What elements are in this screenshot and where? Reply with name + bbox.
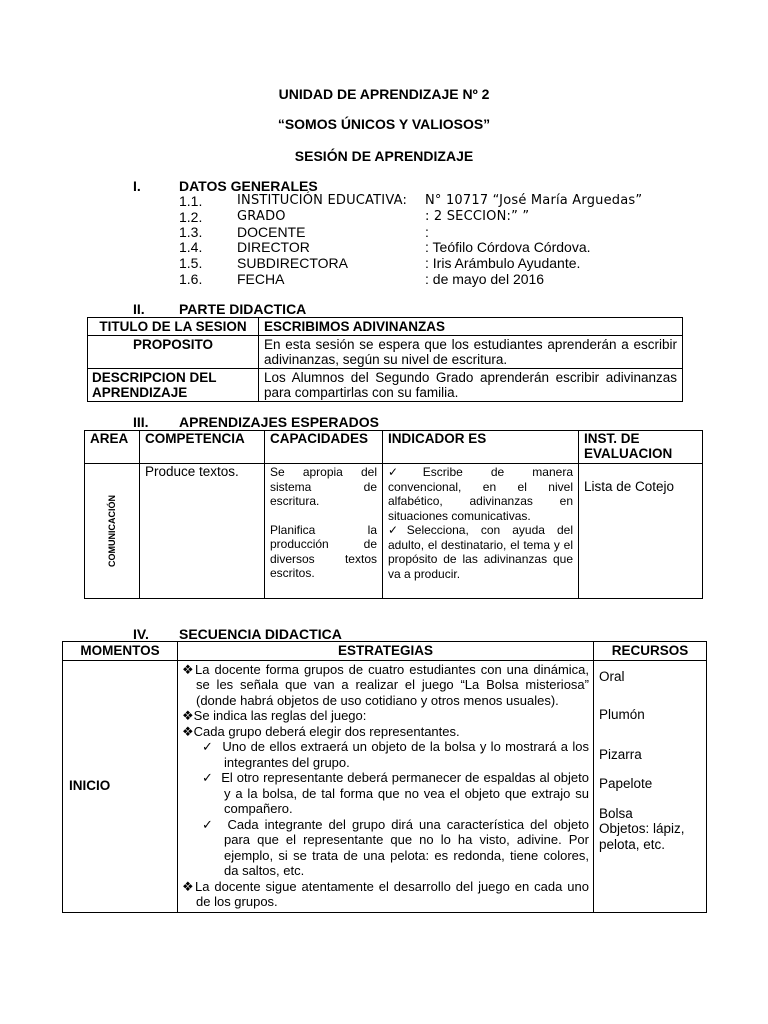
section-3-title: APRENDIZAJES ESPERADOS [179,414,379,430]
indicadores-cell [383,464,579,599]
strategy-subitem [182,770,589,817]
header-momentos: MOMENTOS [63,642,178,661]
general-data-row [179,224,659,240]
area-cell [85,464,140,599]
row-label: FECHA [237,271,285,287]
unit-subtitle: “SOMOS ÚNICOS Y VALIOSOS” [277,116,491,132]
row-label: SUBDIRECTORA [237,255,348,271]
capacidad-item: Planifica la producción de diversos textos escritos. [270,522,377,580]
description-value: Los Alumnos del Segundo Grado aprenderán escribir adivinanzas para compartirlas con su familia. [259,369,683,402]
header-estrategias: ESTRATEGIAS [178,642,594,661]
section-1-number: I. [133,178,141,194]
general-data-row [179,271,659,287]
table-row [88,336,683,369]
section-1-title: DATOS GENERALES [179,178,318,194]
table-row [88,369,683,402]
resource-item: Pizarra [599,746,642,762]
diamond-bullet-icon: ❖ [182,723,194,739]
row-number: 1.5. [179,255,203,271]
header-indicadores: INDICADOR ES [383,431,579,464]
general-data-row [179,239,659,255]
strategy-text: Uno de ellos extraerá un objeto de la bolsa y lo mostrará a los integrantes del grupo. [222,739,589,770]
row-value: N° 10717 “José María Arguedas” [425,193,643,208]
session-title-value: ESCRIBIMOS ADIVINANZAS [259,318,683,336]
row-label: INSTITUCIÓN EDUCATIVA: [237,193,408,208]
row-label: DIRECTOR [237,239,310,255]
strategy-subitem [182,739,589,770]
area-value: COMUNICACIÓN [106,495,117,567]
row-number: 1.6. [179,271,203,287]
indicador-text: Escribe de manera convencional, en el nivel alfabético, adivinanzas en situaciones comunicativas. [388,465,573,523]
description-label: DESCRIPCION DEL APRENDIZAJE [88,369,259,402]
check-icon: ✓ [202,770,222,785]
row-number: 1.3. [179,224,203,240]
header-capacidades: CAPACIDADES [265,431,383,464]
resource-item: Bolsa [599,805,633,821]
check-icon: ✓ [202,816,228,832]
row-value: : de mayo del 2016 [425,271,545,287]
unit-title: UNIDAD DE APRENDIZAJE Nº 2 [278,86,490,102]
row-label: DOCENTE [237,224,306,240]
purpose-value: En esta sesión se espera que los estudiantes aprenderán a escribir adivinanzas, según su nivel de escritura. [259,336,683,369]
moment-inicio: INICIO [63,660,178,912]
table-row [88,318,683,336]
header-recursos: RECURSOS [594,642,707,661]
strategy-item [182,662,589,709]
competencia-value: Produce textos. [140,464,265,599]
section-2-number: II. [133,301,145,317]
row-value: : Teófilo Córdova Córdova. [425,239,591,255]
row-number: 1.2. [179,209,203,225]
row-value: : Iris Arámbulo Ayudante. [425,255,581,271]
strategy-text: Se indica las reglas del juego: [193,708,367,723]
strategy-text: La docente forma grupos de cuatro estudiantes con una dinámica, se les señala que van a realizar el juego “La Bolsa misteriosa” (donde habrá objetos de uso cotidiano y otros menos usuales). [195,661,589,708]
strategy-text: El otro representante deberá permanecer de espaldas al objeto y a la bolsa, de tal forma que no vea el objeto que extrajo su compañero. [221,770,589,816]
table-header-row [63,642,707,661]
row-value: : 2 SECCION:” ” [425,209,530,224]
resource-item: Objetos: lápiz, pelota, etc. [599,821,685,852]
diamond-bullet-icon: ❖ [182,878,195,894]
resource-item: Papelote [599,776,653,791]
capacidad-item: Se apropia del sistema de escritura. [270,465,377,508]
strategy-item [182,879,589,910]
row-number: 1.1. [179,193,203,209]
didactic-table [87,317,683,402]
check-icon: ✓ [388,523,407,537]
section-4-title: SECUENCIA DIDACTICA [179,626,342,642]
resource-item: Plumón [599,707,645,722]
table-row [63,660,707,912]
general-data-row [179,193,659,209]
row-value: : [425,224,429,240]
didactic-sequence-table [62,641,707,913]
header-instrumento: INST. DE EVALUACION [579,431,703,464]
session-title: SESIÓN DE APRENDIZAJE [294,148,474,164]
indicador-item [388,465,573,523]
indicador-text: Selecciona, con ayuda del adulto, el destinatario, el tema y el propósito de las adivinanzas que va a producir. [388,523,573,581]
header-area: AREA [85,431,140,464]
session-title-label: TITULO DE LA SESION [88,318,259,336]
diamond-bullet-icon: ❖ [182,661,196,677]
general-data-row [179,255,659,271]
table-header-row [85,431,703,464]
strategies-cell [178,660,594,912]
expected-learning-table [84,430,703,599]
section-3-number: III. [133,414,149,430]
resource-item: Oral [599,668,625,684]
capacidades-cell [265,464,383,599]
check-icon: ✓ [202,739,223,754]
diamond-bullet-icon: ❖ [182,708,194,723]
row-number: 1.4. [179,239,203,255]
section-4-number: IV. [133,626,149,642]
strategy-text: La docente sigue atentamente el desarrollo del juego en cada uno de los grupos. [194,878,589,909]
purpose-label: PROPOSITO [88,336,259,369]
strategy-subitem [182,817,589,879]
check-icon: ✓ [388,465,423,479]
table-row [85,464,703,599]
row-label: GRADO [237,209,286,224]
general-data-row [179,209,659,225]
strategy-text: Cada grupo deberá elegir dos representantes. [193,723,460,739]
header-competencia: COMPETENCIA [140,431,265,464]
resources-cell [594,660,707,912]
section-2-title: PARTE DIDACTICA [179,301,307,317]
indicador-item [388,523,573,581]
instrumento-value: Lista de Cotejo [579,464,703,599]
strategy-text: Cada integrante del grupo dirá una característica del objeto para que el representante que no lo ha visto, adivine. Por ejemplo, si se trata de una pelota: es redonda, tiene colores, da saltos, etc. [224,816,589,878]
strategy-item [182,724,589,740]
strategy-item [182,708,589,724]
